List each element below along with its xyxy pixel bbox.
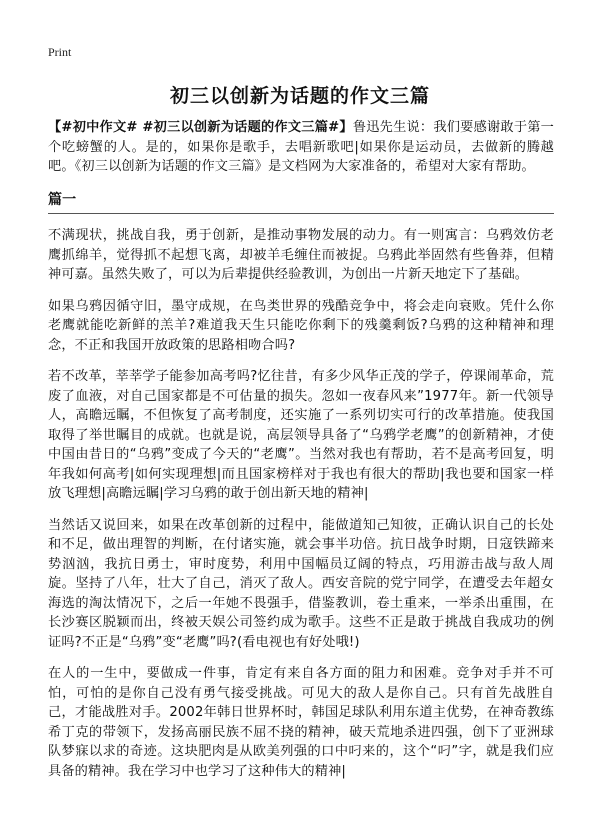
body-paragraph-4: 当然话又说回来，如果在改革创新的过程中，能做道知己知彼，正确认识自己的长处和不足，做出理智的判断，在付诸实施，就会事半功倍。抗日战争时期，日寇铁蹄来势汹汹，我抗日勇士，审时度势，利用中国幅员辽阔的特点，巧用游击战与敌人周旋。坚持了八年，壮大了自己，消灭了敌人。西安音院的党宁同学，在遭受去年超女海选的淘汰情况下，之后一年她不畏强手，借鉴教训，卷土重来，一举杀出重围，在长沙赛区脱颖而出，终被天娱公司签约成为歌手。这些不正是敢于挑战自我成功的例证吗?不正是“乌鸦”变“老鹰”吗?(看电视也有好处哦!): [48, 517, 554, 650]
document-body: [48, 118, 554, 793]
intro-tags: 【#初中作文# #初三以创新为话题的作文三篇#】: [48, 120, 353, 135]
body-paragraph-5: 在人的一生中，要做成一件事，肯定有来自各方面的阻力和困难。竞争对手并不可怕，可怕的是你自己没有勇气接受挑战。可见大的敌人是你自己。只有首先战胜自己，才能战胜对手。2002年韩日世界杯时，韩国足球队利用东道主优势，在神奇教练希丁克的带领下，发扬高丽民族不屈不挠的精神，破天荒地杀进四强，创下了亚洲球队梦寐以求的奇迹。这块肥肉是从欧美列强的口中叼来的，这个“叼”字，就是我们应具备的精神。我在学习中也学习了这种伟大的精神|: [48, 666, 554, 779]
intro-paragraph: [48, 118, 554, 177]
print-label: Print: [48, 45, 72, 59]
page-title: 初三以创新为话题的作文三篇: [169, 85, 430, 107]
body-paragraph-3: 若不改革，莘莘学子能参加高考吗?忆往昔，有多少风华正茂的学子，停课闹革命，荒废了血液，对自己国家都是不可估量的损失。忽如一夜春风来”1977年。新一代领导人，高瞻远瞩，不但恢复了高考制度，还实施了一系列切实可行的改革措施。使我国取得了举世瞩目的成就。也就是说，高层领导具备了“乌鸦学老鹰”的创新精神，才使中国由昔日的“乌鸦”变成了今天的“老鹰”。当然对我也有帮助，若不是高考回复，明年我如何高考|如何实现理想|而且国家榜样对于我也有很大的帮助|我也要和国家一样放飞理想|高瞻远瞩|学习乌鸦的敢于创出新天地的精神|: [48, 369, 554, 501]
intro-text: 鲁迅先生说：我们要感谢敢于第一个吃螃蟹的人。是的，如果你是歌手，去唱新歌吧|如果你是运动员，去做新的腾越吧。《初三以创新为话题的作文三篇》是文档网为大家准备的，希望对大家有帮助。: [48, 120, 555, 174]
section-heading: 篇一: [48, 191, 77, 208]
body-paragraph-2: 如果乌鸦因循守旧，墨守成规，在鸟类世界的残酷竞争中，将会走向衰败。凭什么你老鹰就能吃新鲜的羔羊?难道我天生只能吃你剩下的残羹剩饭?乌鸦的这种精神和理念，不正和我国开放政策的思路相吻合吗?: [48, 298, 554, 353]
body-paragraph-1: 不满现状，挑战自我，勇于创新，是推动事物发展的动力。有一则寓言：乌鸦效仿老鹰抓绵羊，觉得抓不起想飞离，却被羊毛缠住而被捉。乌鸦此举固然有些鲁莽，但精神可嘉。虽然失败了，可以为后辈提供经验教训，为创出一片新天地定下了基础。: [48, 228, 554, 282]
section-divider: [48, 213, 554, 214]
